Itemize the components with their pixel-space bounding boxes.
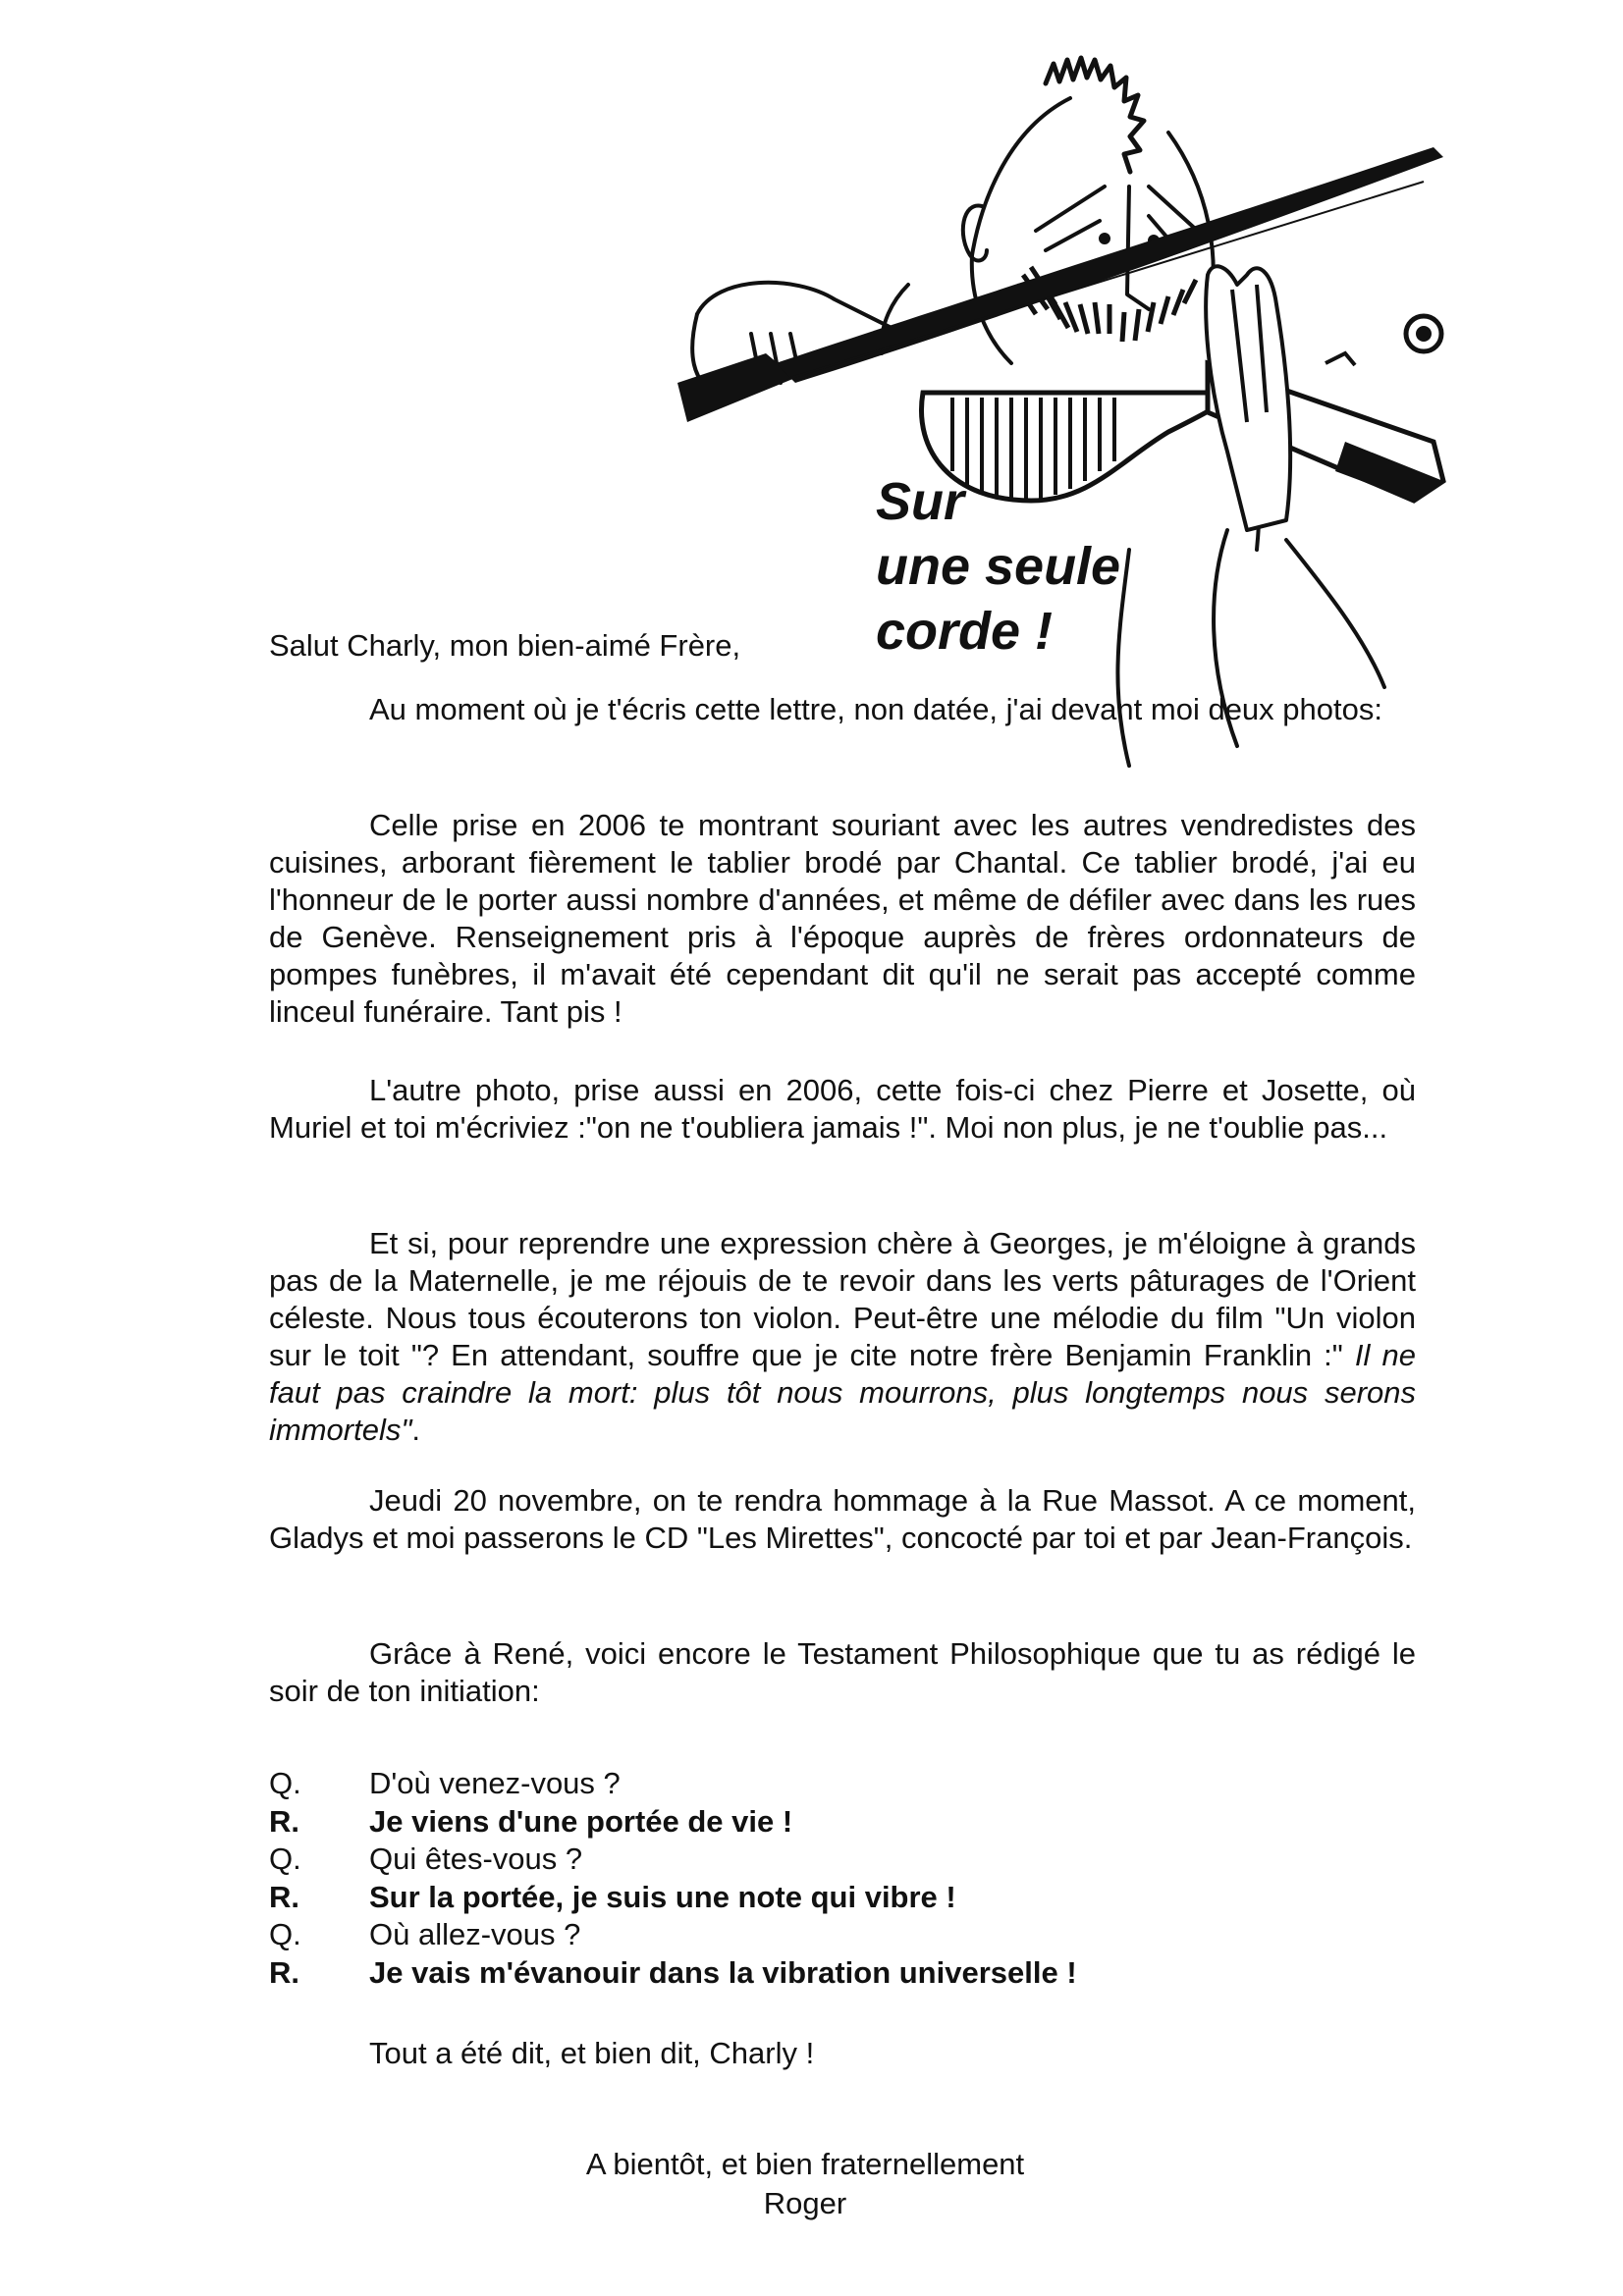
hand-right <box>1206 266 1290 530</box>
testament-text: Où allez-vous ? <box>369 1917 581 1951</box>
paragraph-second-photo: L'autre photo, prise aussi en 2006, cette fois-ci chez Pierre et Josette, où Muriel et toi m'écriviez :"on ne t'oubliera jamais !". Moi non plus, je ne t'oublie pas... <box>269 1073 1416 1145</box>
paragraph-hommage: Jeudi 20 novembre, on te rendra hommage à la Rue Massot. A ce moment, Gladys et moi passerons le CD "Les Mirettes", concocté par toi et par Jean-François. <box>269 1483 1416 1555</box>
testament-key: R. <box>269 1879 299 1914</box>
caption-line: corde ! <box>876 602 1054 661</box>
paragraph-testament-intro: Grâce à René, voici encore le Testament Philosophique que tu as rédigé le soir de ton initiation: <box>269 1636 1416 1708</box>
farewell: A bientôt, et bien fraternellement <box>585 2147 1025 2181</box>
testament-list <box>269 1765 1077 1992</box>
franklin-end: . <box>411 1413 420 1447</box>
testament-row-question <box>269 1916 1077 1954</box>
caption-line: Sur <box>876 472 965 531</box>
collar <box>1286 540 1384 687</box>
paragraph-franklin <box>269 1225 1416 1449</box>
testament-text: D'où venez-vous ? <box>369 1766 621 1800</box>
signature: Roger <box>763 2186 847 2220</box>
testament-row-question <box>269 1765 1077 1803</box>
testament-text: Qui êtes-vous ? <box>369 1842 583 1876</box>
testament-key: R. <box>269 1954 299 1990</box>
violinist-illustration-icon <box>658 39 1483 785</box>
testament-key: Q. <box>269 1917 301 1951</box>
testament-key: Q. <box>269 1766 301 1800</box>
franklin-quote: Il ne faut pas craindre la mort: plus tôt nous mourrons, plus longtemps nous serons immortels" <box>269 1338 1416 1447</box>
testament-row-question <box>269 1841 1077 1879</box>
testament-key: R. <box>269 1803 299 1839</box>
paragraph-first-photo: Celle prise en 2006 te montrant souriant avec les autres vendredistes des cuisines, arborant fièrement le tablier brodé par Chantal. Ce tablier brodé, j'ai eu l'honneur de le porter aussi nombre d'années, et même de défiler avec dans les rues de Genève. Renseignement pris à l'époque auprès de frères ordonnateurs de pompes funèbres, il m'avait été cependant dit qu'il ne serait pas accepté comme linceul funéraire. Tant pis ! <box>269 808 1416 1029</box>
salutation: Salut Charly, mon bien-aimé Frère, <box>269 628 741 663</box>
arm-left <box>697 283 903 334</box>
closing-line: Tout a été dit, et bien dit, Charly ! <box>369 2036 815 2070</box>
paragraph-photos-intro: Au moment où je t'écris cette lettre, non datée, j'ai devant moi deux photos: <box>369 692 1382 726</box>
testament-text: Je vais m'évanouir dans la vibration universelle ! <box>369 1954 1077 1990</box>
testament-row-answer <box>269 1954 1077 1993</box>
signature-block <box>560 2145 1051 2223</box>
testament-row-answer <box>269 1803 1077 1842</box>
left-eye <box>1046 221 1100 250</box>
testament-row-answer <box>269 1879 1077 1917</box>
testament-key: Q. <box>269 1842 301 1876</box>
illustration-caption <box>876 469 1120 664</box>
hair-spikes <box>1046 58 1144 172</box>
caption-line: une seule <box>876 537 1121 596</box>
franklin-intro: Et si, pour reprendre une expression chère à Georges, je m'éloigne à grands pas de la Maternelle, je me réjouis de te revoir dans les verts pâturages de l'Orient céleste. Nous tous écouterons ton violon. Peut-être une mélodie du film "Un violon sur le toit "? En attendant, souffre que je cite notre frère Benjamin Franklin :" <box>269 1226 1416 1372</box>
testament-text: Sur la portée, je suis une note qui vibre ! <box>369 1879 956 1914</box>
head-outline <box>972 98 1070 363</box>
testament-text: Je viens d'une portée de vie ! <box>369 1803 793 1839</box>
